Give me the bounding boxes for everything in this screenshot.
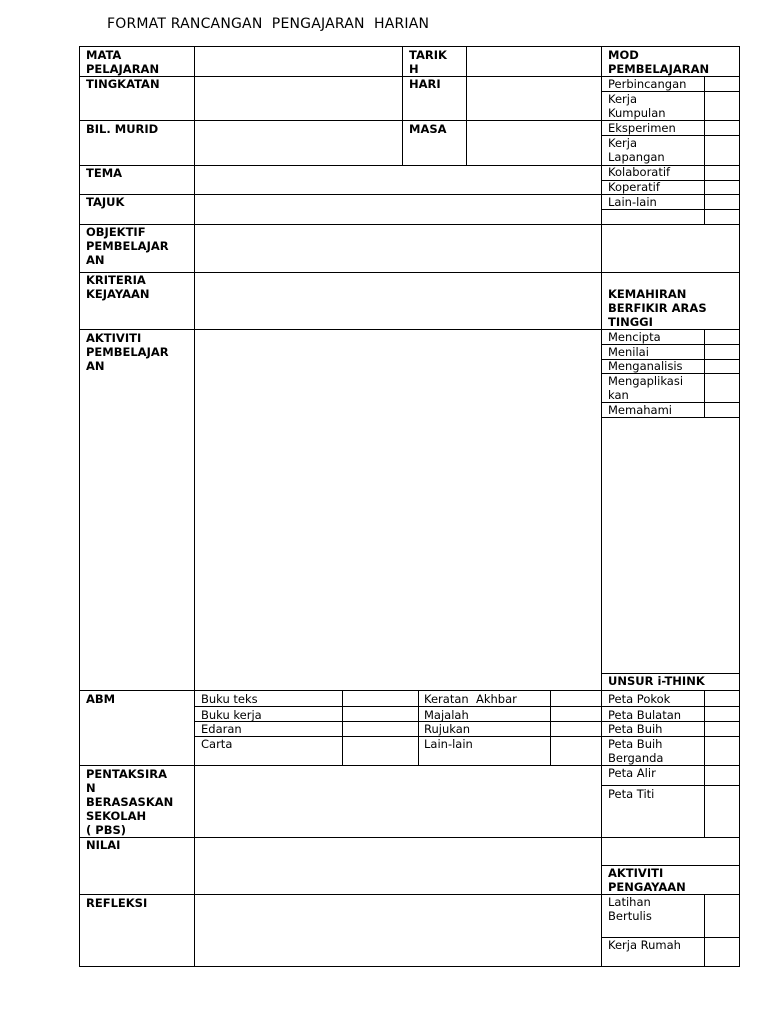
- pengayaan-heading: AKTIVITI PENGAYAAN: [608, 866, 686, 894]
- label-tema: TEMA: [86, 166, 123, 180]
- label-objektif: OBJEKTIF PEMBELAJAR AN: [86, 225, 169, 267]
- abm-item: Keratan Akhbar: [424, 692, 517, 706]
- label-nilai: NILAI: [86, 838, 121, 852]
- page-title: FORMAT RANCANGAN PENGAJARAN HARIAN: [107, 16, 430, 32]
- kbat-option: Memahami: [608, 403, 672, 417]
- kbat-heading: KEMAHIRAN BERFIKIR ARAS TINGGI: [608, 287, 707, 329]
- abm-item: Carta: [201, 737, 233, 751]
- label-abm: ABM: [86, 692, 116, 706]
- label-aktiviti: AKTIVITI PEMBELAJAR AN: [86, 331, 169, 373]
- mod-option: Perbincangan: [608, 77, 687, 91]
- mod-option: Kerja Kumpulan: [608, 92, 666, 120]
- kbat-option: Menilai: [608, 345, 649, 359]
- label-kriteria: KRITERIA KEJAYAAN: [86, 273, 150, 301]
- abm-item: Rujukan: [424, 722, 471, 736]
- mod-option: Kerja Lapangan: [608, 136, 665, 164]
- ithink-option: Peta Titi: [608, 787, 655, 801]
- ithink-heading: UNSUR i-THINK: [608, 674, 705, 688]
- label-masa: MASA: [409, 122, 447, 136]
- ithink-option: Peta Pokok: [608, 692, 671, 706]
- label-pbs: PENTAKSIRA N BERASASKAN SEKOLAH ( PBS): [86, 767, 174, 837]
- kbat-option: Menganalisis: [608, 359, 683, 373]
- kbat-option: Mencipta: [608, 330, 661, 344]
- label-tingkatan: TINGKATAN: [86, 77, 160, 91]
- pengayaan-option: Latihan Bertulis: [608, 895, 652, 923]
- label-bil-murid: BIL. MURID: [86, 122, 159, 136]
- label-hari: HARI: [409, 77, 441, 91]
- kbat-option: Mengaplikasi kan: [608, 374, 684, 402]
- abm-item: Buku teks: [201, 692, 258, 706]
- mod-option: Eksperimen: [608, 121, 676, 135]
- abm-item: Edaran: [201, 722, 242, 736]
- ithink-option: Peta Alir: [608, 766, 656, 780]
- mod-option: Koperatif: [608, 180, 660, 194]
- label-tarikh: TARIK H: [409, 48, 447, 76]
- label-mata-pelajaran: MATA PELAJARAN: [86, 48, 160, 76]
- pengayaan-option: Kerja Rumah: [608, 938, 681, 952]
- mod-option: Kolaboratif: [608, 165, 671, 179]
- abm-item: Majalah: [424, 708, 469, 722]
- label-refleksi: REFLEKSI: [86, 896, 148, 910]
- label-tajuk: TAJUK: [86, 195, 125, 209]
- abm-item: Lain-lain: [424, 737, 473, 751]
- abm-item: Buku kerja: [201, 708, 262, 722]
- label-mod-pembelajaran: MOD PEMBELAJARAN: [608, 48, 710, 76]
- ithink-option: Peta Bulatan: [608, 708, 682, 722]
- ithink-option: Peta Buih Berganda: [608, 737, 664, 765]
- mod-option: Lain-lain: [608, 195, 657, 209]
- ithink-option: Peta Buih: [608, 722, 663, 736]
